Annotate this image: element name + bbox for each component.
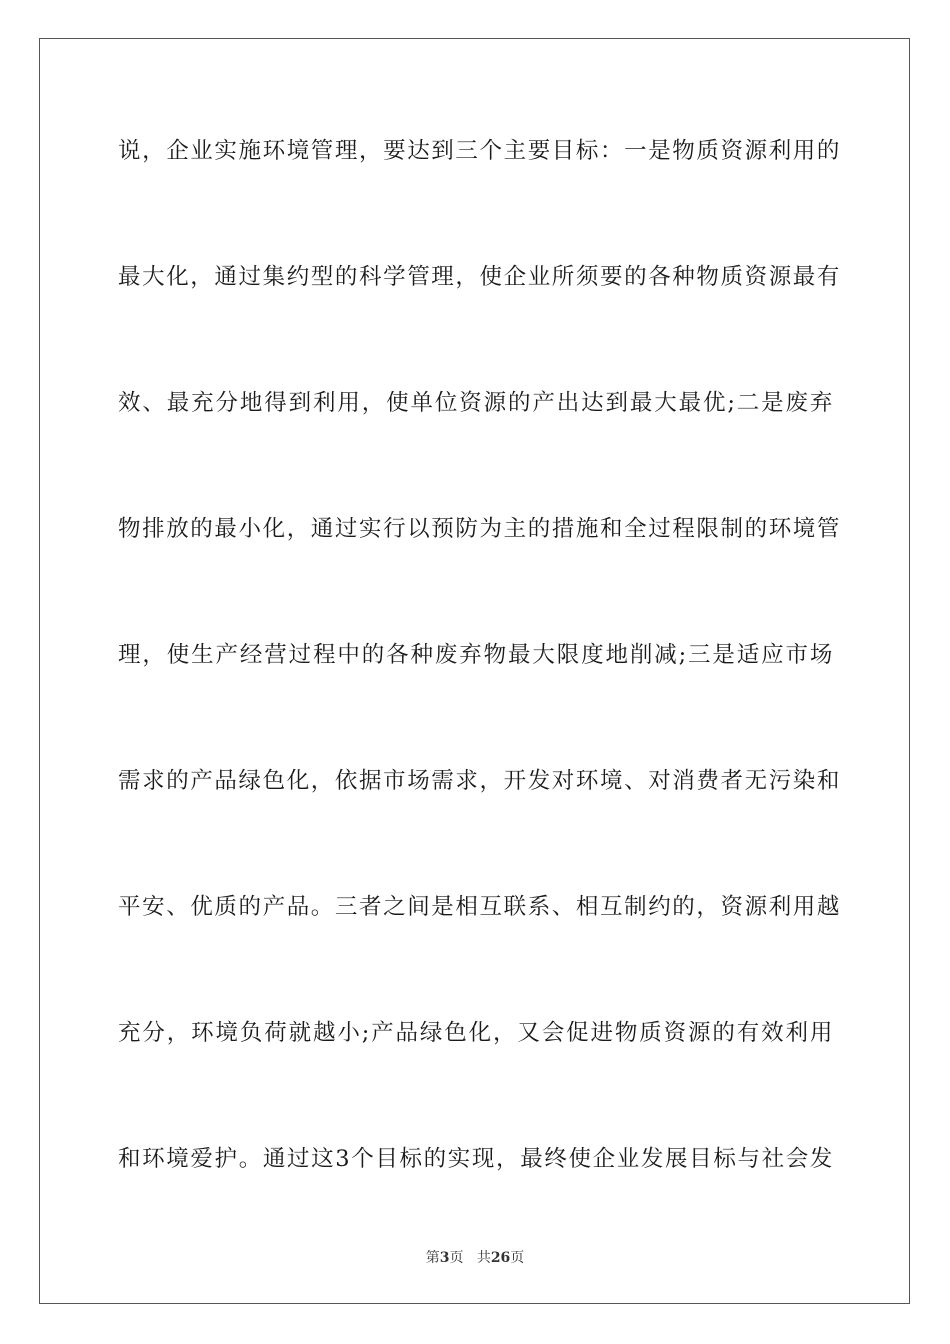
total-pages: 26	[490, 1250, 511, 1266]
text-line-1: 说，企业实施环境管理，要达到三个主要目标：一是物质资源利用的	[118, 138, 842, 164]
text-line-2: 最大化，通过集约型的科学管理，使企业所须要的各种物质资源最有	[118, 264, 842, 290]
page-suffix: 页	[449, 1250, 464, 1266]
text-line-4: 物排放的最小化，通过实行以预防为主的措施和全过程限制的环境管	[118, 516, 842, 542]
body-text	[118, 125, 842, 1259]
text-line-5: 理，使生产经营过程中的各种废弃物最大限度地削减;三是适应市场	[118, 642, 834, 668]
text-line-9: 和环境爱护。通过这3个目标的实现，最终使企业发展目标与社会发	[118, 1146, 834, 1172]
page-number: 3	[439, 1250, 450, 1266]
page-prefix: 第	[425, 1250, 440, 1266]
page-footer	[0, 1247, 950, 1267]
text-line-7: 平安、优质的产品。三者之间是相互联系、相互制约的，资源利用越	[118, 894, 842, 920]
total-prefix: 共	[476, 1250, 491, 1266]
text-line-6: 需求的产品绿色化，依据市场需求，开发对环境、对消费者无污染和	[118, 768, 842, 794]
total-suffix: 页	[510, 1250, 525, 1266]
text-line-3: 效、最充分地得到利用，使单位资源的产出达到最大最优;二是废弃	[118, 390, 834, 416]
text-line-8: 充分，环境负荷就越小;产品绿色化，又会促进物质资源的有效利用	[118, 1020, 834, 1046]
